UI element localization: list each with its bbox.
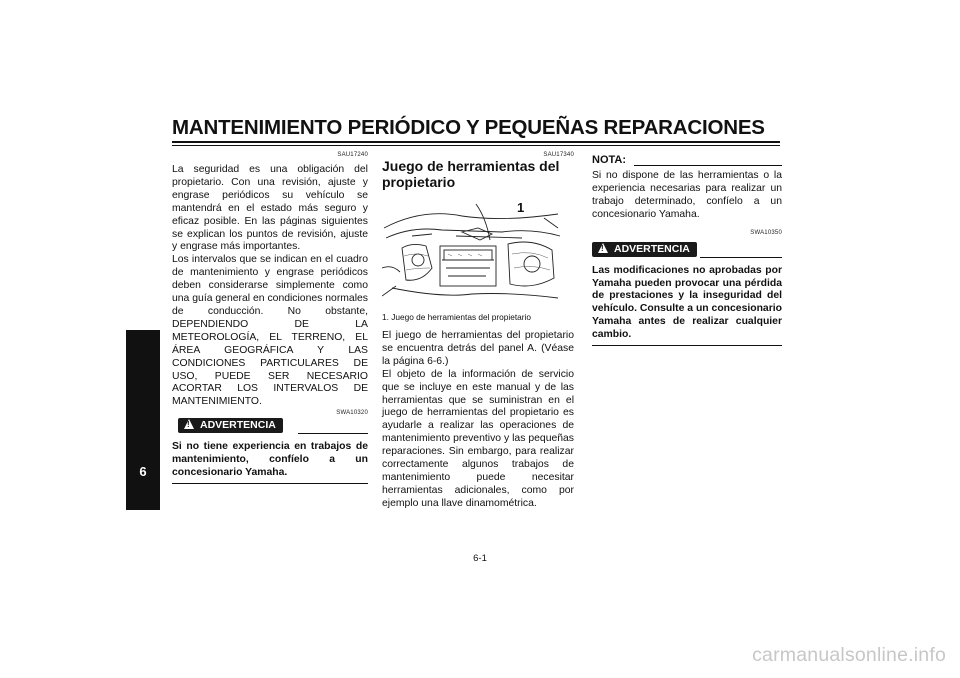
warning-header-rule (298, 433, 368, 434)
nota-header (592, 154, 782, 168)
warning-header-rule (700, 257, 782, 258)
warning-code: SWA10320 (336, 410, 368, 417)
column-3 (592, 154, 782, 346)
warning-end-rule (592, 345, 782, 346)
section-code: SAU17340 (543, 152, 574, 158)
page-number: 6-1 (473, 553, 487, 564)
nota-text: Si no dispone de las herramientas o la experiencia necesarias para realizar un trabajo determinado, confíelo a un concesionario Yamaha. (592, 170, 782, 220)
warning-text: Si no tiene experiencia en trabajos de mantenimiento, confíelo a un concesionario Yamaha. (172, 441, 368, 479)
warning-header (178, 418, 368, 435)
chapter-tab[interactable] (126, 330, 160, 510)
watermark[interactable]: carmanualsonline.info (752, 644, 946, 666)
tool-kit-figure (382, 198, 562, 308)
title-rule-thin (172, 145, 780, 146)
section-heading: Juego de herramientas del propietario (382, 158, 560, 190)
warning-badge (592, 242, 697, 257)
body-paragraph-2: El objeto de la información de servicio que se incluye en este manual y de las herramientas que se suministran en el juego de herramientas del propietario es ayudarle a realizar las operaciones de mantenimiento preventivo y las pequeñas reparaciones. Sin embargo, para realizar correctamente algunos trabajos de mantenimiento puede necesitar herramientas adicionales, como por ejemplo una llave dinamométrica. (382, 368, 574, 509)
warning-badge (178, 418, 283, 433)
title-rule-thick (172, 141, 780, 143)
intro-paragraph-1: La seguridad es una obligación del propietario. Con una revisión, ajuste y engrase periódicos su vehículo se mantendrá en el estado más seguro y eficaz posible. En las páginas siguientes se explican los puntos de revisión, ajuste y engrase más importantes. (172, 164, 368, 253)
warning-label: ADVERTENCIA (614, 242, 690, 255)
column-2 (382, 152, 574, 511)
nota-header-rule (634, 165, 782, 166)
tool-kit-illustration (382, 198, 562, 308)
warning-text: Las modificaciones no aprobadas por Yamaha pueden provocar una pérdida de prestaciones y la inseguridad del vehículo. Consulte a un concesionario Yamaha antes de realizar cualquier cambio. (592, 264, 782, 341)
column-1 (172, 152, 368, 484)
warning-triangle-icon (598, 243, 608, 253)
nota-label: NOTA: (592, 154, 627, 166)
intro-paragraph-2: Los intervalos que se indican en el cuadro de mantenimiento y engrase periódicos deben considerarse simplemente como una guía general en condiciones normales de conducción. No obstante, DEPENDIENDO DE LA METEOROLOGÍA, EL TERRENO, EL ÁREA GEOGRÁFICA Y LAS CONDICIONES PARTICULARES DE USO, PUEDE SER NECESARIO ACORTAR LOS INTERVALOS DE MANTENIMIENTO. (172, 254, 368, 408)
section-code: SAU17240 (337, 152, 368, 158)
warning-end-rule (172, 483, 368, 484)
warning-code: SWA10350 (750, 229, 782, 236)
warning-triangle-icon (184, 419, 194, 429)
chapter-tab-number: 6 (139, 464, 147, 479)
page-title: MANTENIMIENTO PERIÓDICO Y PEQUEÑAS REPARACIONES (172, 116, 765, 139)
figure-callout-number: 1 (517, 200, 525, 215)
warning-header (592, 242, 782, 259)
warning-label: ADVERTENCIA (200, 419, 276, 432)
figure-caption: 1. Juego de herramientas del propietario (382, 312, 531, 322)
body-paragraph-1: El juego de herramientas del propietario se encuentra detrás del panel A. (Véase la página 6-6.) (382, 330, 574, 367)
